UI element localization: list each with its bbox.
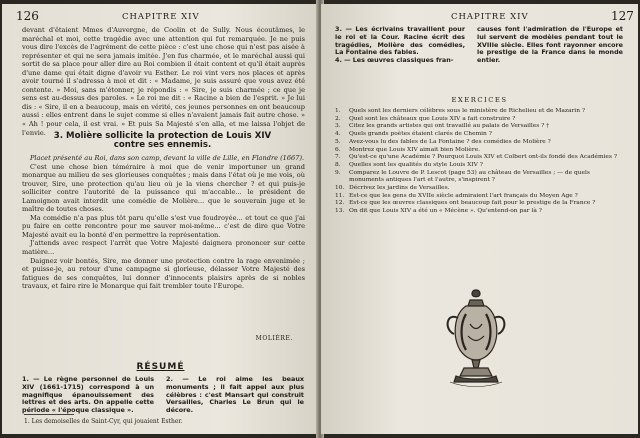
exercise-text: Quel sont les châteaux que Louis XIV a fait construire ? [349, 115, 516, 122]
exercise-number: 12. [335, 200, 345, 207]
resume-col-4: causes font l'admiration de l'Europe et lui servent de modèles pendant tout le XVIIIe siècle. Elles font rayonner encore le prestige de la France dans le monde entier. [477, 25, 623, 65]
exercise-item [335, 123, 623, 131]
exercise-number: 11. [335, 192, 345, 199]
section-title [20, 132, 305, 150]
footnote-rule [24, 414, 74, 415]
exercises-title: EXERCICES [451, 96, 508, 104]
exercise-text: Montrez que Louis XIV aimait bien Molière. [349, 146, 481, 153]
section-paragraph-4: Daignez voir bontés, Sire, me donner une protection contre la rage envenimée ; et puisse-je, au retour d'une campagne si glorieuse, délasser Votre Majesté des fatigues de ses conquêtes, lui donner d'innocents plaisirs après de si nobles travaux, et faire rire le Monarque qui fait trembler toute l'Europe. [22, 256, 305, 291]
intro-text: devant d'êtaient Mmes d'Auvergne, de Coolin et de Sully. Nous écoutâmes, le maréchal et moi, cette tragédie avec une attention qui fut remarquée. Je ne puis vous dire l'excès de l'agrément de cette pièce : c'est une chose qui n'est pas aisée à représenter et qui ne sera jamais imitée. J'en fus charmée, et le maréchal aussi qui sortit de sa place pour aller dire au Roi combien il était content et qu'il était auprès d'une dame qui était digne d'avoir vu Esther. Le roi vint vers nos places et après avoir tourné il s'adressa à moi et dit : « Madame, je suis assuré que vous avez été contente. » Moi, sans m'étonner, je répondis : « Sire, je suis charmée ; ce que je sens est au-dessus des paroles. » Le roi me dit : « Racine a bien de l'esprit. » Je lui dis : « Sire, il en a beaucoup, mais en vérité, ces jeunes personnes en ont beaucoup aussi : elles entrent dans le sujet comme si elles n'avaient jamais fait autre chose. » « Ah ! pour cela, il est vrai. » Et puis Sa Majesté s'en alla, et me laissa l'objet de l'envie. [22, 26, 305, 137]
placet-heading: Placet présenté au Roi, dans son camp, devant la ville de Lille, en Flandre (1667). [30, 154, 305, 162]
exercise-text: Est-ce que les œuvres classiques ont beaucoup fait pour le prestige de la France ? [349, 200, 596, 207]
section-paragraph-2: Ma comédie n'a pas plus tôt paru qu'elle s'est vue foudroyée... et tout ce que j'ai pu faire en cette rencontre pour me sauver moi-même... c'est de dire que Votre Majesté avait eu la bonté d'en permettre la représentation. [22, 213, 305, 239]
exercise-number: 1. [335, 108, 341, 114]
exercise-item [335, 185, 623, 193]
resume-col-1: 1. — Le règne personnel de Louis XIV (1661-1715) correspond à un magnifique épanouissement des lettres et des arts. On appelle cette période « l'époque classique ». [22, 375, 154, 415]
section-body [22, 154, 305, 291]
ornamental-vase-icon [436, 284, 516, 394]
exercise-text: Quels grands poètes étaient clarés de Chemin ? [349, 131, 492, 138]
exercise-item [335, 200, 623, 208]
left-page [2, 4, 319, 434]
exercise-text: Comparez le Louvre de P. Lescot (page 53) au château de Versailles ; — de quels monuments antiques l'art et l'autre, s'inspirent ? [349, 169, 590, 184]
right-page-number: 127 [611, 9, 634, 23]
exercise-number: 5. [335, 138, 341, 145]
section-paragraph-3: J'attends avec respect l'arrêt que Votre Majesté daignera prononcer sur cette matière... [22, 239, 305, 257]
exercise-item [335, 108, 623, 116]
intro-paragraph [22, 26, 305, 137]
left-page-number: 126 [16, 9, 39, 23]
exercise-text: Quels sont les derniers célèbres sous le ministère de Richelieu et de Mazarin ? [349, 108, 586, 114]
exercise-number: 8. [335, 161, 341, 168]
resume-col-3-tail: 4. — Les œuvres classiques fran- [335, 56, 454, 65]
resume-col-2: 2. — Le roi aime les beaux monuments ; il fait appel aux plus célèbres : c'est Mansart qui construit Versailles, Charles Le Brun qui le décore. [166, 375, 304, 415]
exercise-number: 3. [335, 123, 341, 130]
right-running-head: CHAPITRE XIV [451, 12, 529, 22]
exercise-number: 2. [335, 115, 341, 122]
exercise-item [335, 139, 623, 147]
exercise-text: Quelles sont les qualités du style Louis XIV ? [349, 161, 483, 168]
exercise-text: On dit que Louis XIV a été un « Mécène ». Qu'entend-on par là ? [349, 208, 542, 215]
exercise-item [335, 208, 623, 216]
footnote: 1. Les demoiselles de Saint-Cyr, qui jouaient Esther. [24, 418, 183, 425]
section-title-line1: 3. Molière sollicite la protection de Louis XIV [53, 131, 272, 141]
exercise-text: Décrivez les jardins de Versailles. [349, 185, 450, 192]
resume-col-3-text: 3. — Les écrivains travaillent pour le roi et la Cour. Racine écrit des tragédies, Molière des comédies, La Fontaine des fables. [335, 25, 465, 57]
author-signature: MOLIÈRE. [255, 335, 293, 342]
exercise-number: 4. [335, 131, 341, 138]
exercise-item [335, 170, 623, 185]
resume-title: RÉSUMÉ [136, 362, 185, 372]
exercise-item [335, 131, 623, 139]
exercise-text: Citez les grands artistes qui ont travaillé au palais de Versailles ? † [349, 123, 550, 130]
exercises-list [335, 108, 623, 216]
exercise-item [335, 162, 623, 170]
resume-col-3 [335, 26, 465, 65]
exercise-text: Est-ce que les gens du XVIIe siècle admiraient l'art français du Moyen Age ? [349, 192, 578, 199]
section-title-line2: contre ses ennemis. [113, 140, 212, 150]
exercise-number: 10. [335, 185, 345, 192]
exercise-number: 6. [335, 146, 341, 153]
section-paragraph-1: C'est une chose bien téméraire à moi que de venir importuner un grand monarque au milieu de ses glorieuses conquêtes ; mais dans l'état où je me vois, où trouver, Sire, une protection qu'au lieu où je la viens chercher ? et qui puis-je solliciter contre l'autorité de la puissance qui m'accable... le président de Lamoignon avait interdit une comédie de Molière... que le souverain juge et le maître de toutes choses. [22, 162, 305, 214]
exercise-text: Avez-vous lu des fables de La Fontaine ? des comédies de Molière ? [349, 138, 551, 145]
left-running-head: CHAPITRE XIV [122, 12, 200, 22]
exercise-text: Qu'est-ce qu'une Académie ? Pourquoi Louis XIV et Colbert ont-ils fondé des Académies ? [349, 154, 617, 161]
exercise-number: 7. [335, 154, 341, 161]
exercise-number: 13. [335, 208, 345, 215]
right-page [321, 4, 638, 434]
exercise-number: 9. [335, 169, 341, 176]
exercise-item [335, 154, 623, 162]
exercise-item [335, 193, 623, 201]
